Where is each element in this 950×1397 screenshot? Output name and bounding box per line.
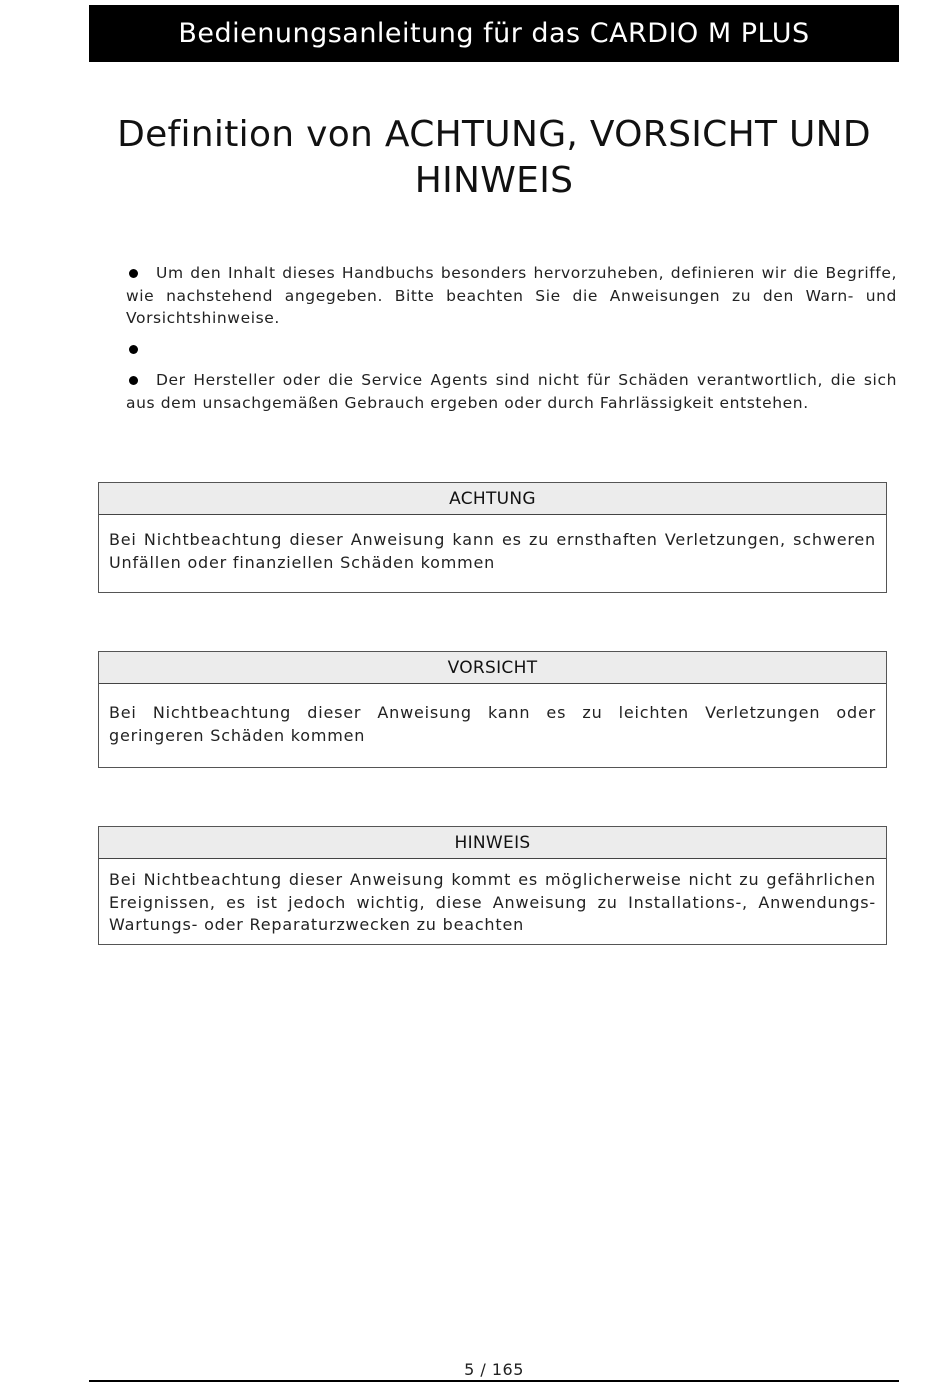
caution-box-vorsicht — [98, 651, 887, 768]
note-text: Bei Nichtbeachtung dieser Anweisung kommt es möglicherweise nicht zu gefährlichen Ereignissen, es ist jedoch wichtig, diese Anweisung zu Installations-, Anwendungs-Wartungs- oder Reparaturzwecken zu beachten — [109, 870, 876, 934]
note-box-hinweis — [98, 826, 887, 945]
bullet-item — [126, 339, 897, 362]
note-heading: HINWEIS — [99, 827, 886, 859]
bullet-item — [126, 262, 897, 330]
bullet-list — [126, 262, 897, 414]
warning-text: Bei Nichtbeachtung dieser Anweisung kann es zu ernsthaften Verletzungen, schweren Unfällen oder finanziellen Schäden kommen — [109, 530, 876, 572]
header-title: Bedienungsanleitung für das CARDIO M PLUS — [178, 18, 810, 49]
bullet-icon — [129, 376, 138, 385]
bullet-item — [126, 369, 897, 414]
document-header — [89, 5, 899, 62]
bullet-text: Um den Inhalt dieses Handbuchs besonders hervorzuheben, definieren wir die Begriffe, wie nachstehend angegeben. Bitte beachten Sie die Anweisungen zu den Warn- und Vorsichtshinweise. — [126, 264, 897, 327]
bullet-text: Der Hersteller oder die Service Agents sind nicht für Schäden verantwortlich, die sich aus dem unsachgemäßen Gebrauch ergeben oder durch Fahrlässigkeit entstehen. — [126, 371, 897, 412]
caution-text: Bei Nichtbeachtung dieser Anweisung kann es zu leichten Verletzungen oder geringeren Schäden kommen — [109, 703, 876, 745]
caution-heading: VORSICHT — [99, 652, 886, 684]
warning-heading: ACHTUNG — [99, 483, 886, 515]
warning-box-achtung — [98, 482, 887, 593]
page-number: 5 / 165 — [464, 1360, 524, 1379]
footer-divider — [89, 1380, 899, 1382]
page-title: Definition von ACHTUNG, VORSICHT UND HINWEIS — [117, 114, 871, 201]
bullet-icon — [129, 345, 138, 354]
bullet-icon — [129, 269, 138, 278]
